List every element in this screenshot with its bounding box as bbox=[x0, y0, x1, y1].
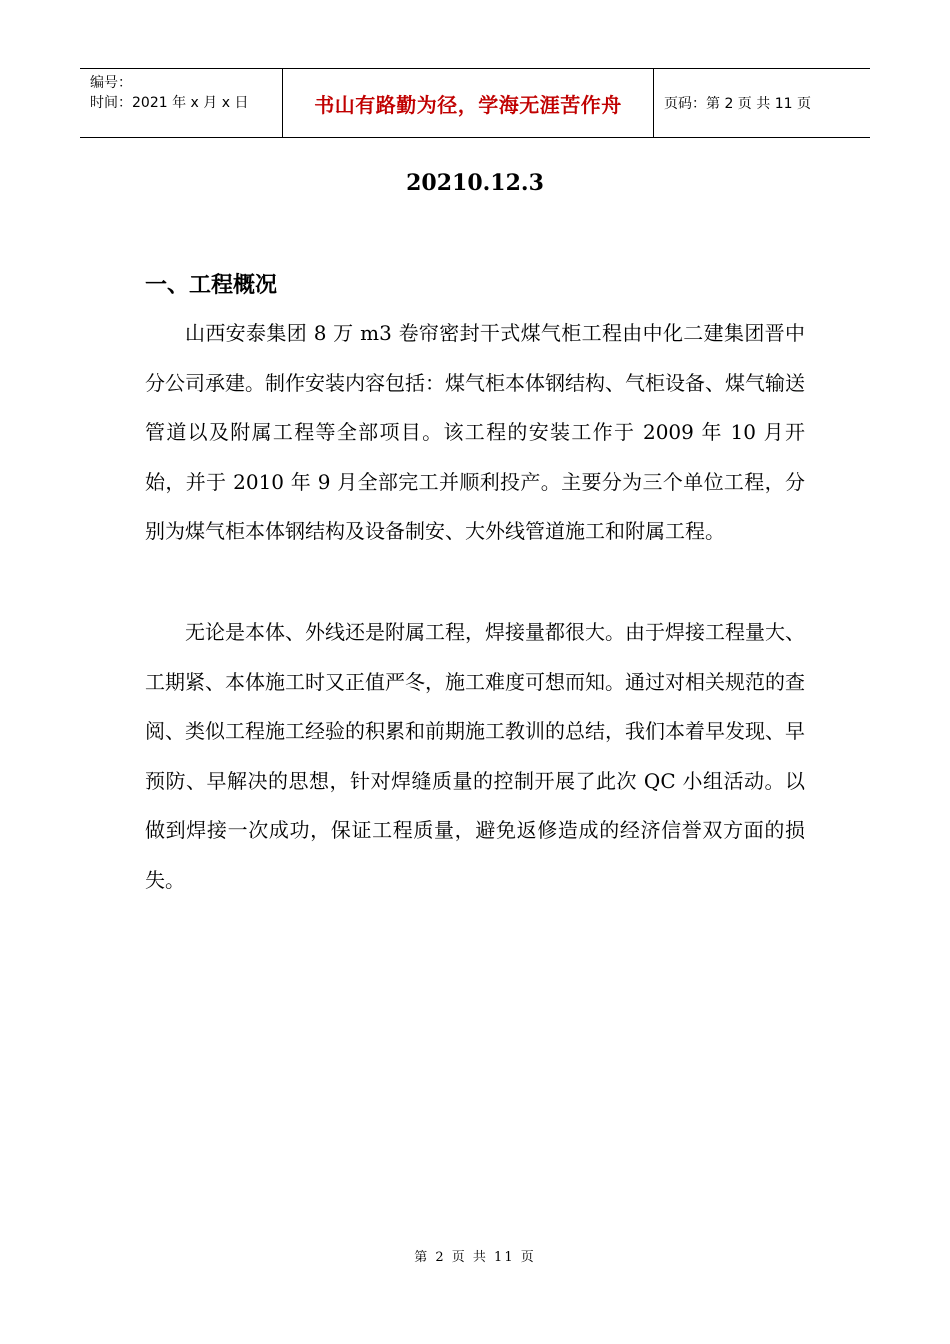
document-title: 20210.12.3 bbox=[406, 170, 544, 196]
header-page-code bbox=[654, 69, 870, 137]
page-code-text: 页码：第 2 页 共 11 页 bbox=[664, 96, 811, 112]
header-meta bbox=[80, 69, 282, 137]
paragraph: 无论是本体、外线还是附属工程，焊接量都很大。由于焊接工程量大、工期紧、本体施工时又正值严冬，施工难度可想而知。通过对相关规范的查阅、类似工程施工经验的积累和前期施工教训的总结，我们本着早发现、早预防、早解决的思想，针对焊缝质量的控制开展了此次 QC 小组活动。以做到焊接一次成功，保证工程质量，避免返修造成的经济信誉双方面的损失。 bbox=[145, 620, 805, 892]
page-footer: 第 2 页 共 11 页 bbox=[414, 1250, 536, 1265]
header-motto-cell bbox=[282, 69, 654, 137]
paragraph: 山西安泰集团 8 万 m3 卷帘密封干式煤气柜工程由中化二建集团晋中分公司承建。制作安装内容包括：煤气柜本体钢结构、气柜设备、煤气输送管道以及附属工程等全部项目。该工程的安装工作于 2009 年 10 月开始，并于 2010 年 9 月全部完工并顺利投产。主要分为三个单位工程，分别为煤气柜本体钢结构及设备制安、大外线管道施工和附属工程。 bbox=[145, 321, 805, 543]
section-heading: 一、工程概况 bbox=[145, 273, 278, 298]
document-number-label: 编号： bbox=[90, 75, 132, 91]
document-time-label: 时间：2021 年 x 月 x 日 bbox=[90, 95, 249, 111]
header-motto: 书山有路勤为径，学海无涯苦作舟 bbox=[314, 92, 622, 117]
page-header bbox=[80, 68, 870, 138]
